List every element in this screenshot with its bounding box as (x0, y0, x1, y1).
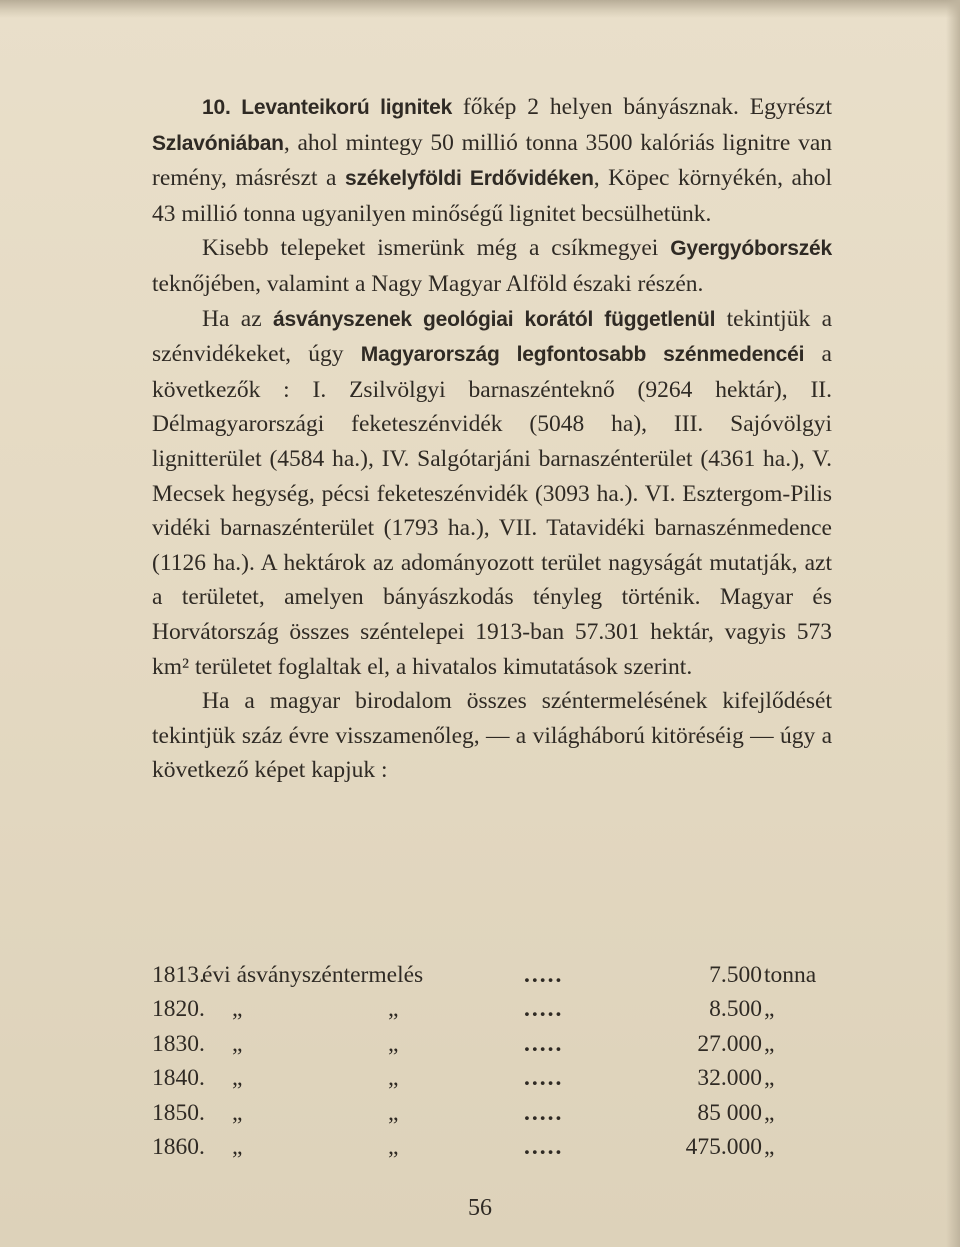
year-cell: 1820. (152, 996, 205, 1023)
value-cell: 475.000 (685, 1133, 762, 1160)
page-top-edge (0, 0, 960, 18)
leader-dots: ..... (524, 1133, 564, 1160)
paragraph-3 (152, 302, 832, 685)
table-row (152, 1096, 832, 1130)
ditto-mark: „ (232, 1099, 243, 1126)
paragraph-4 (152, 684, 832, 788)
table-row (152, 992, 832, 1026)
body-text-run: Ha a magyar birodalom összes széntermelésének kifejlődését tekintjük száz évre visszamenőleg, — a világháború kitöréséig — úgy a következő képet kapjuk : (152, 688, 832, 784)
year-cell: 1813. (152, 962, 205, 988)
emphasis-text: 10. Levanteikorú lignitek (202, 96, 453, 119)
ditto-mark: „ (388, 1099, 399, 1126)
value-cell: 7.500 (709, 962, 762, 988)
year-cell: 1840. (152, 1065, 205, 1092)
body-text-run: tekintjük a szénvidékeket, úgy (152, 305, 833, 368)
unit-cell: „ (764, 1065, 775, 1092)
leader-dots: ..... (524, 996, 564, 1023)
body-text-run: a következők : I. Zsilvölgyi barnaszénteknő (9264 hektár), II. Délmagyarországi feketeszénvidék (5048 ha), III. Sajóvölgyi lignitterület (4584 ha.), IV. Salgótarjáni barnaszénterület (4361 ha.), V. Mecsek hegység, pécsi feketeszénvidék (3093 ha.). VI. Esztergom-Pilis vidéki barnaszénterület (1793 ha.), VII. Tatavidéki barnaszénmedence (1126 ha.). A hektárok az adományozott terület nagyságát mutatják, azt a területet, amelyen bányászkodás tényleg történik. Magyar és Horvátország összes széntelepei 1913-ban 57.301 hektár, vagyis 573 km² területet foglaltak el, a hivatalos kimutatások szerint. (152, 341, 832, 680)
leader-dots: ..... (524, 1099, 564, 1126)
ditto-mark: „ (232, 996, 243, 1023)
ditto-mark: „ (388, 1030, 399, 1057)
leader-dots: ..... (524, 1065, 564, 1092)
unit-cell: tonna (764, 962, 817, 988)
body-text (152, 90, 832, 788)
table-row (152, 1027, 832, 1061)
paragraph-1 (152, 90, 832, 231)
page-number: 56 (468, 1195, 492, 1221)
ditto-mark: „ (232, 1065, 243, 1092)
leader-dots: ..... (524, 962, 564, 988)
ditto-mark: „ (388, 996, 399, 1023)
ditto-mark: „ (232, 1030, 243, 1057)
body-text-run: , ahol mintegy 50 millió tonna 3500 kalóriás lignitre van remény, másrészt a (152, 129, 832, 192)
table-row (152, 1061, 832, 1095)
unit-cell: „ (764, 1030, 775, 1057)
label-cell: évi ásványszéntermelés (202, 962, 424, 988)
ditto-mark: „ (232, 1133, 243, 1160)
year-cell: 1860. (152, 1133, 205, 1160)
emphasis-text: Magyarország legfontosabb szénmedencéi (360, 343, 805, 367)
paragraph-2 (152, 231, 832, 301)
value-cell: 8.500 (709, 996, 762, 1023)
body-text-run: teknőjében, valamint a Nagy Magyar Alföld északi részén. (152, 270, 704, 297)
ditto-mark: „ (388, 1065, 399, 1092)
page-right-edge (946, 0, 960, 1247)
body-text-run: főkép 2 helyen bányásznak. Egyrészt (452, 94, 832, 120)
unit-cell: „ (764, 996, 775, 1023)
table-row (152, 1130, 832, 1164)
unit-cell: „ (764, 1133, 775, 1160)
body-text-run: , Köpec környékén, ahol 43 millió tonna ugyanilyen minőségű lignitet becsülhetünk. (152, 165, 832, 227)
body-text-run: Kisebb telepeket ismerünk még a csíkmegyei (202, 235, 671, 262)
emphasis-text: székelyföldi Erdővidéken (344, 167, 594, 191)
value-cell: 27.000 (697, 1030, 762, 1057)
value-cell: 85 000 (697, 1099, 762, 1126)
ditto-mark: „ (388, 1133, 399, 1160)
emphasis-text: ásványszenek geológiai korától függetlenül (273, 307, 716, 331)
year-cell: 1850. (152, 1099, 205, 1126)
value-cell: 32.000 (697, 1065, 762, 1092)
year-cell: 1830. (152, 1030, 205, 1057)
body-text-run: Ha az (202, 305, 274, 332)
leader-dots: ..... (524, 1030, 564, 1057)
table-row (152, 958, 832, 992)
emphasis-text: Gyergyóborszék (670, 237, 832, 261)
coal-production-table (152, 958, 832, 1164)
unit-cell: „ (764, 1099, 775, 1126)
emphasis-text: Szlavóniában (152, 131, 284, 155)
